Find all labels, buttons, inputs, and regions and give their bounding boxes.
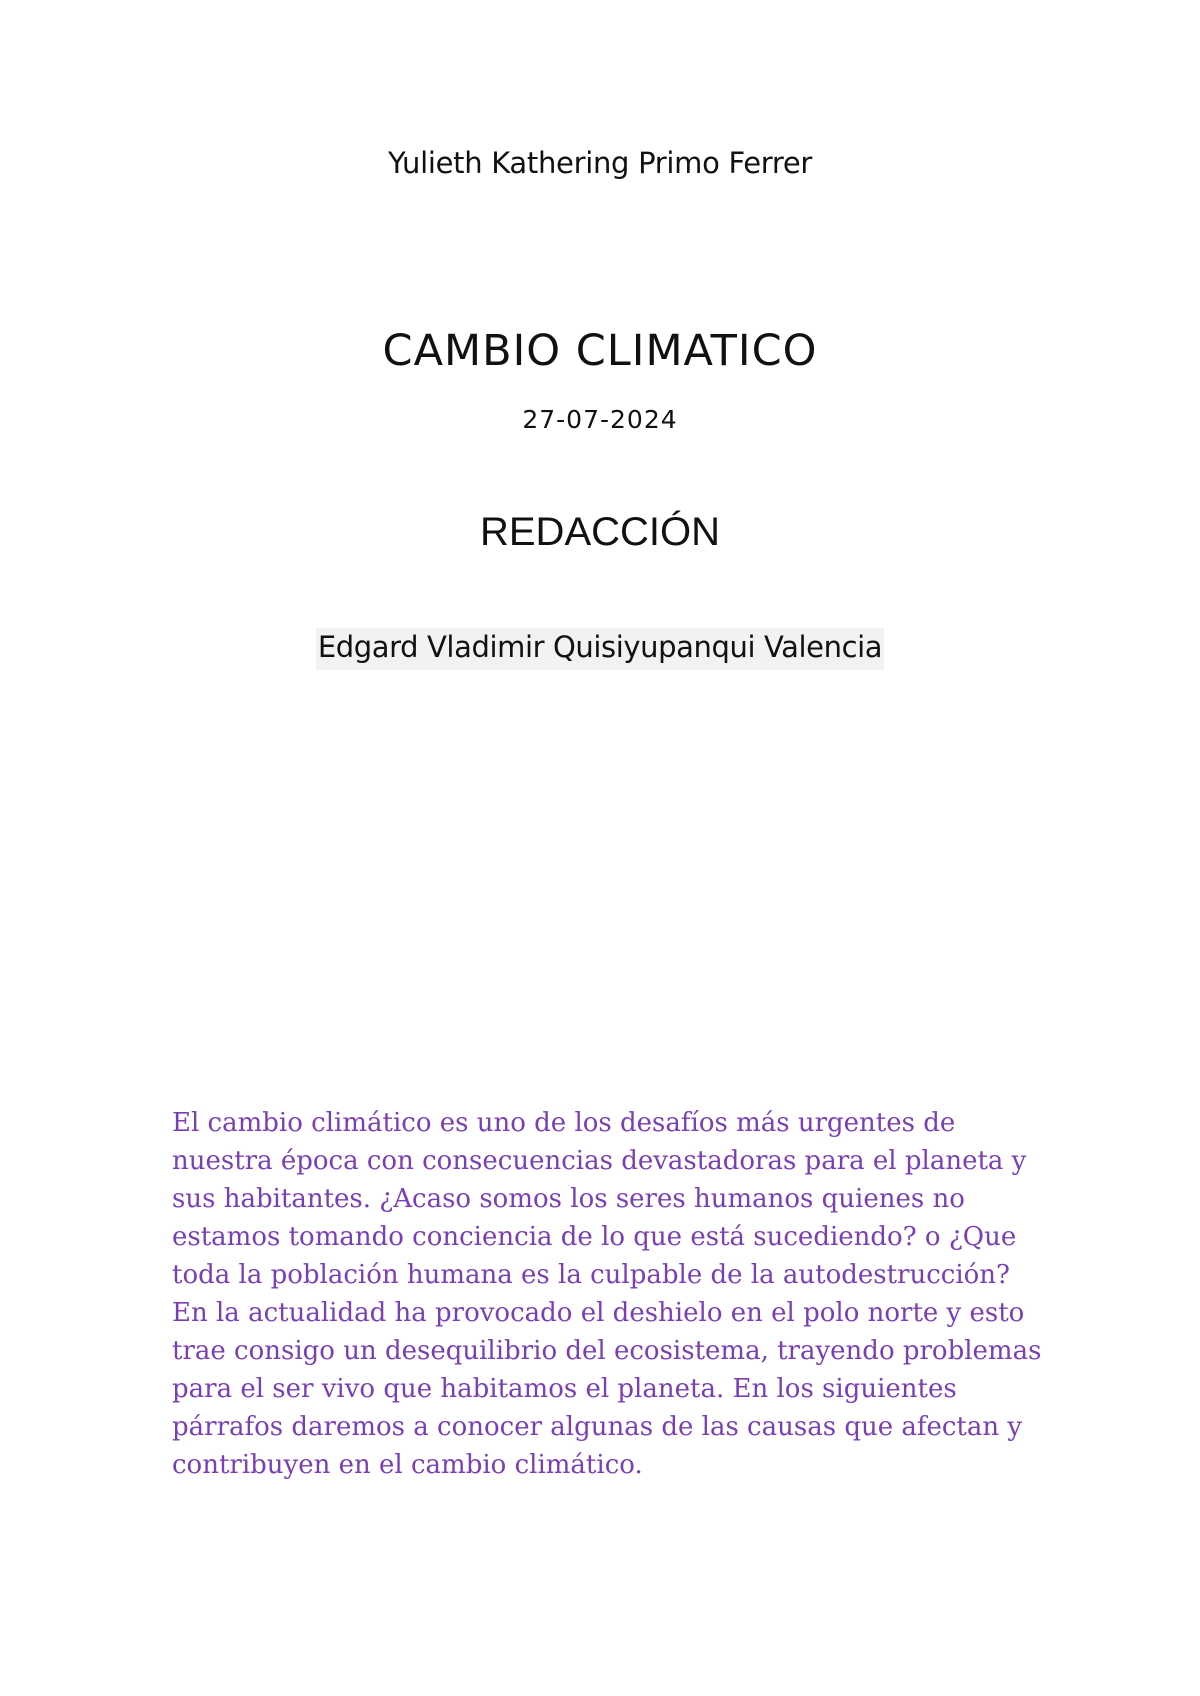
document-date: 27-07-2024 — [522, 405, 678, 434]
intro-paragraph: El cambio climático es uno de los desafíos más urgentes de nuestra época con consecuencias devastadoras para el planeta y sus habitantes. ¿Acaso somos los seres humanos quienes no estamos tomando conciencia de lo que está sucediendo? o ¿Que toda la población humana es la culpable de la autodestrucción? En la actualidad ha provocado el deshielo en el polo norte y esto trae consigo un desequilibrio del ecosistema, trayendo problemas para el ser vivo que habitamos el planeta. En los siguientes párrafos daremos a conocer algunas de las causas que afectan y contribuyen en el cambio climático. — [172, 1108, 1042, 1480]
teacher-line — [0, 628, 1200, 670]
teacher-name: Edgard Vladimir Quisiyupanqui Valencia — [316, 628, 884, 670]
document-title: CAMBIO CLIMATICO — [382, 326, 818, 376]
author-name: Yulieth Kathering Primo Ferrer — [387, 146, 813, 180]
subject-heading: REDACCIÓN — [479, 510, 721, 554]
